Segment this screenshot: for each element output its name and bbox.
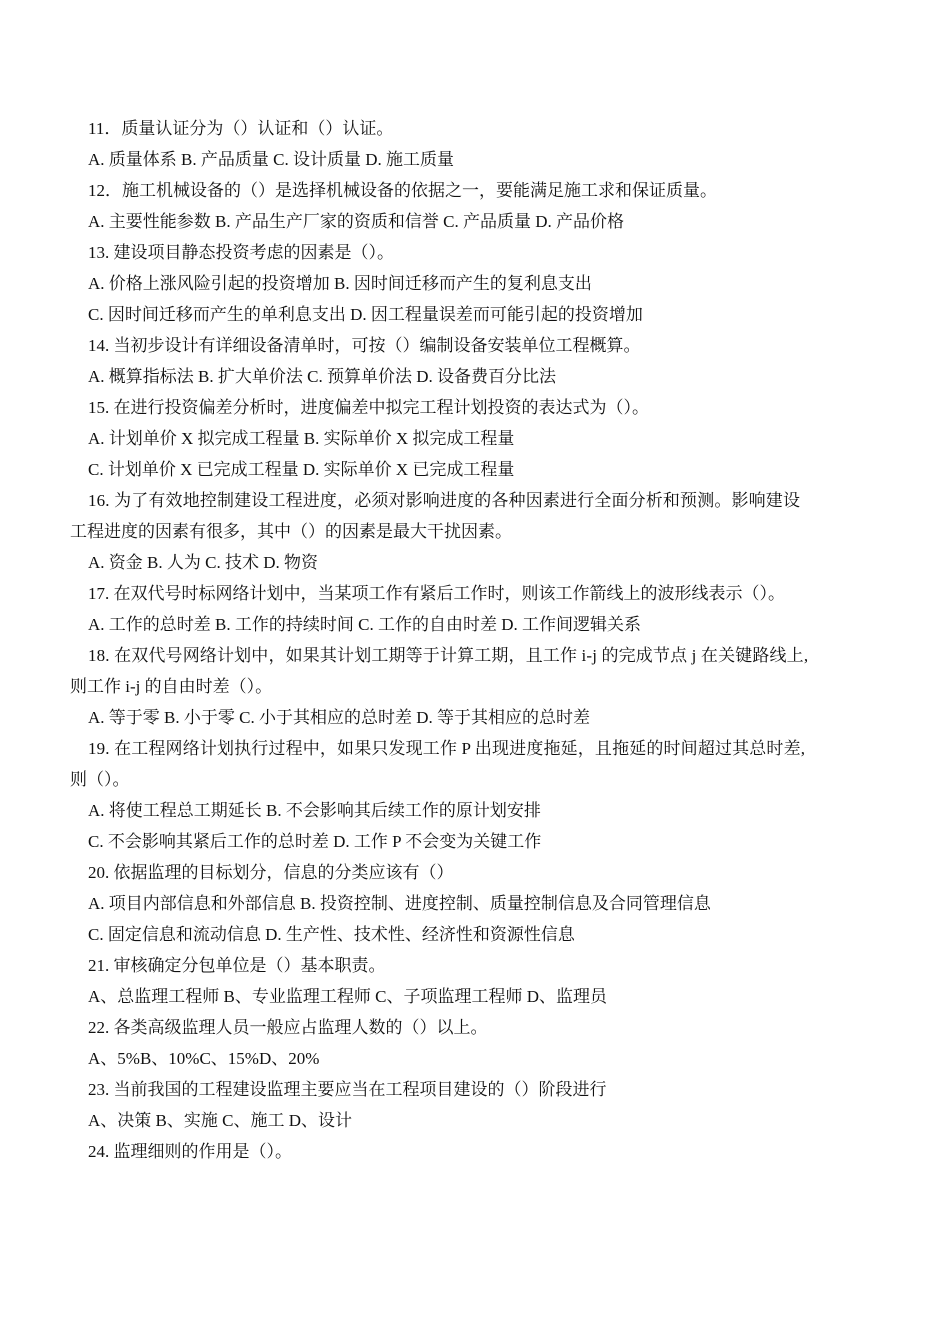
options-16: A. 资金 B. 人为 C. 技术 D. 物资 — [88, 553, 318, 572]
options-15-ab: A. 计划单价 X 拟完成工程量 B. 实际单价 X 拟完成工程量 — [88, 429, 515, 448]
question-20: 20. 依据监理的目标划分，信息的分类应该有（） — [88, 863, 454, 882]
document-body — [70, 113, 895, 1167]
options-21: A、总监理工程师 B、专业监理工程师 C、子项监理工程师 D、监理员 — [88, 987, 607, 1006]
options-19-ab: A. 将使工程总工期延长 B. 不会影响其后续工作的原计划安排 — [88, 801, 541, 820]
options-20-ab: A. 项目内部信息和外部信息 B. 投资控制、进度控制、质量控制信息及合同管理信息 — [88, 894, 711, 913]
question-19-line-2: 则（）。 — [70, 770, 130, 789]
question-14: 14. 当初步设计有详细设备清单时，可按（）编制设备安装单位工程概算。 — [88, 336, 641, 355]
question-17: 17. 在双代号时标网络计划中，当某项工作有紧后工作时，则该工作箭线上的波形线表示（）。 — [88, 584, 785, 603]
options-13-cd: C. 因时间迁移而产生的单利息支出 D. 因工程量误差而可能引起的投资增加 — [88, 305, 643, 324]
options-12: A. 主要性能参数 B. 产品生产厂家的资质和信誉 C. 产品质量 D. 产品价格 — [88, 212, 624, 231]
question-12: 12．施工机械设备的（）是选择机械设备的依据之一，要能满足施工求和保证质量。 — [88, 181, 717, 200]
question-11: 11．质量认证分为（）认证和（）认证。 — [88, 119, 394, 138]
question-19-line-1: 19. 在工程网络计划执行过程中，如果只发现工作 P 出现进度拖延，且拖延的时间超过其总时差, — [88, 739, 806, 758]
question-18-line-1: 18. 在双代号网络计划中，如果其计划工期等于计算工期，且工作 i-j 的完成节点 j 在关键路线上, — [88, 646, 809, 665]
question-13: 13. 建设项目静态投资考虑的因素是（）。 — [88, 243, 394, 262]
question-16-line-1: 16. 为了有效地控制建设工程进度，必须对影响进度的各种因素进行全面分析和预测。影响建设 — [88, 491, 801, 510]
question-23: 23. 当前我国的工程建设监理主要应当在工程项目建设的（）阶段进行 — [88, 1080, 607, 1099]
options-22: A、5%B、10%C、15%D、20% — [88, 1049, 320, 1068]
options-14: A. 概算指标法 B. 扩大单价法 C. 预算单价法 D. 设备费百分比法 — [88, 367, 556, 386]
options-19-cd: C. 不会影响其紧后工作的总时差 D. 工作 P 不会变为关键工作 — [88, 832, 542, 851]
question-18-line-2: 则工作 i-j 的自由时差（）。 — [70, 677, 273, 696]
options-18: A. 等于零 B. 小于零 C. 小于其相应的总时差 D. 等于其相应的总时差 — [88, 708, 590, 727]
question-15: 15. 在进行投资偏差分析时，进度偏差中拟完工程计划投资的表达式为（）。 — [88, 398, 649, 417]
options-17: A. 工作的总时差 B. 工作的持续时间 C. 工作的自由时差 D. 工作间逻辑关系 — [88, 615, 641, 634]
question-24: 24. 监理细则的作用是（）。 — [88, 1142, 292, 1161]
options-11: A. 质量体系 B. 产品质量 C. 设计质量 D. 施工质量 — [88, 150, 454, 169]
options-15-cd: C. 计划单价 X 已完成工程量 D. 实际单价 X 已完成工程量 — [88, 460, 515, 479]
question-16-line-2: 工程进度的因素有很多，其中（）的因素是最大干扰因素。 — [70, 522, 512, 541]
options-23: A、决策 B、实施 C、施工 D、设计 — [88, 1111, 352, 1130]
question-21: 21. 审核确定分包单位是（）基本职责。 — [88, 956, 386, 975]
options-13-ab: A. 价格上涨风险引起的投资增加 B. 因时间迁移而产生的复利息支出 — [88, 274, 592, 293]
options-20-cd: C. 固定信息和流动信息 D. 生产性、技术性、经济性和资源性信息 — [88, 925, 575, 944]
question-22: 22. 各类高级监理人员一般应占监理人数的（）以上。 — [88, 1018, 488, 1037]
